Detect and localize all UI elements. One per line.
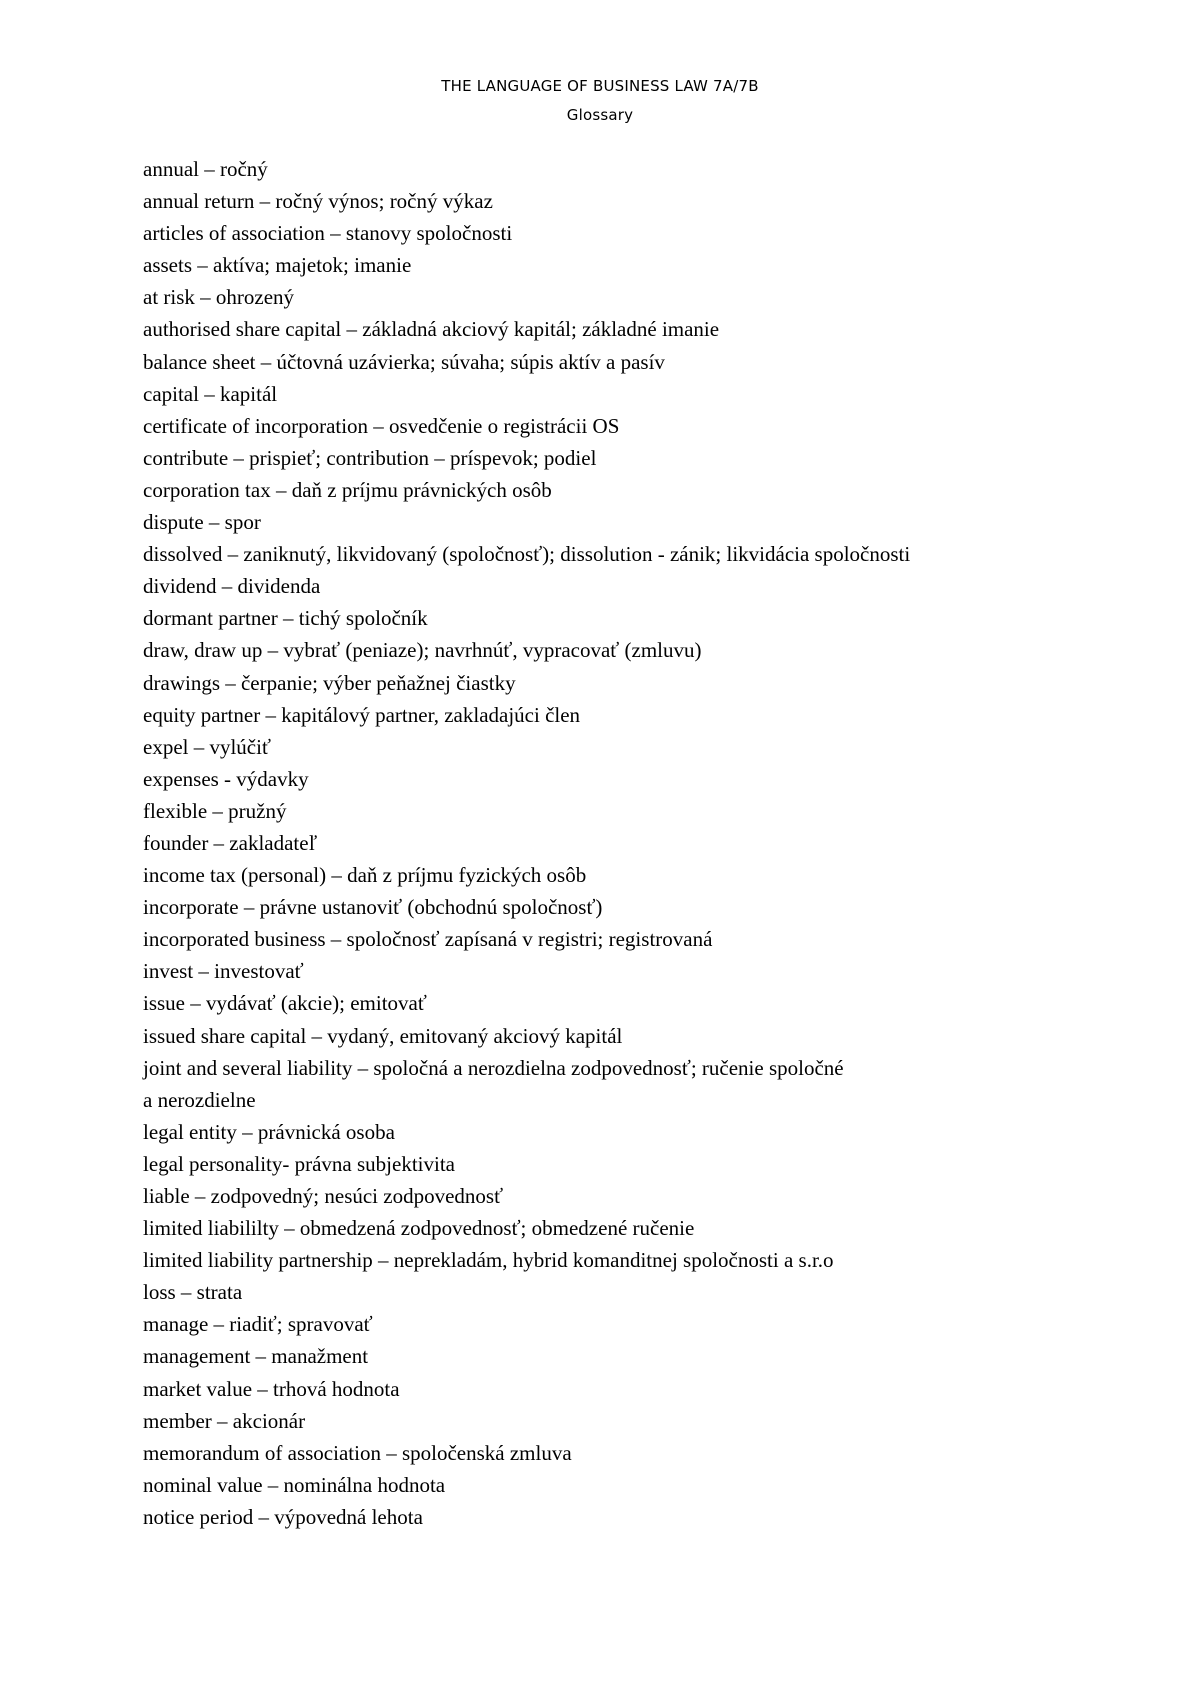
glossary-entry: legal personality- právna subjektivita bbox=[143, 1151, 455, 1176]
glossary-entry: nominal value – nominálna hodnota bbox=[143, 1472, 446, 1497]
document-header bbox=[0, 72, 1200, 130]
glossary-entry: limited liability partnership – neprekladám, hybrid komanditnej spoločnosti a s.r.o bbox=[143, 1248, 834, 1273]
glossary-entry: management – manažment bbox=[143, 1344, 369, 1369]
glossary-entry: drawings – čerpanie; výber peňažnej čiastky bbox=[143, 670, 516, 695]
glossary-entry: corporation tax – daň z príjmu právnických osôb bbox=[143, 477, 552, 502]
glossary-entry-continuation: a nerozdielne bbox=[143, 1087, 256, 1112]
glossary-entry: memorandum of association – spoločenská zmluva bbox=[143, 1440, 572, 1465]
glossary-entry: dormant partner – tichý spoločník bbox=[143, 606, 428, 631]
glossary-entry: joint and several liability – spoločná a nerozdielna zodpovednosť; ručenie spoločné bbox=[143, 1055, 844, 1080]
glossary-entry: annual return – ročný výnos; ročný výkaz bbox=[143, 189, 493, 214]
glossary-list bbox=[143, 153, 1143, 1533]
glossary-entry: authorised share capital – základná akciový kapitál; základné imanie bbox=[143, 317, 720, 342]
glossary-entry: capital – kapitál bbox=[143, 381, 278, 406]
glossary-entry: issue – vydávať (akcie); emitovať bbox=[143, 991, 427, 1016]
glossary-entry: dissolved – zaniknutý, likvidovaný (spoločnosť); dissolution - zánik; likvidácia spoločnosti bbox=[143, 542, 911, 567]
glossary-entry: contribute – prispieť; contribution – príspevok; podiel bbox=[143, 445, 597, 470]
glossary-entry: expel – vylúčiť bbox=[143, 734, 271, 759]
glossary-entry: balance sheet – účtovná uzávierka; súvaha; súpis aktív a pasív bbox=[143, 349, 665, 374]
glossary-entry: equity partner – kapitálový partner, zakladajúci člen bbox=[143, 702, 581, 727]
glossary-entry: issued share capital – vydaný, emitovaný akciový kapitál bbox=[143, 1023, 623, 1048]
glossary-entry: member – akcionár bbox=[143, 1408, 306, 1433]
glossary-entry: flexible – pružný bbox=[143, 798, 287, 823]
glossary-entry: notice period – výpovedná lehota bbox=[143, 1504, 423, 1529]
glossary-entry: market value – trhová hodnota bbox=[143, 1376, 400, 1401]
glossary-entry: income tax (personal) – daň z príjmu fyzických osôb bbox=[143, 863, 587, 888]
glossary-entry: loss – strata bbox=[143, 1280, 243, 1305]
glossary-entry: articles of association – stanovy spoločnosti bbox=[143, 221, 513, 246]
glossary-entry: certificate of incorporation – osvedčenie o registrácii OS bbox=[143, 413, 620, 438]
glossary-entry: founder – zakladateľ bbox=[143, 830, 318, 855]
glossary-entry: draw, draw up – vybrať (peniaze); navrhnúť, vypracovať (zmluvu) bbox=[143, 638, 702, 663]
glossary-entry: annual – ročný bbox=[143, 157, 268, 181]
document-subtitle: Glossary bbox=[566, 106, 634, 124]
glossary-entry: incorporated business – spoločnosť zapísaná v registri; registrovaná bbox=[143, 927, 713, 952]
glossary-entry: at risk – ohrozený bbox=[143, 285, 295, 310]
document-title: THE LANGUAGE OF BUSINESS LAW 7A/7B bbox=[441, 77, 759, 95]
glossary-entry: dividend – dividenda bbox=[143, 574, 321, 599]
glossary-entry: legal entity – právnická osoba bbox=[143, 1119, 395, 1144]
glossary-entry: dispute – spor bbox=[143, 510, 261, 535]
glossary-entry: assets – aktíva; majetok; imanie bbox=[143, 253, 412, 278]
glossary-entry: limited liabililty – obmedzená zodpovednosť; obmedzené ručenie bbox=[143, 1216, 695, 1241]
glossary-entry: incorporate – právne ustanoviť (obchodnú spoločnosť) bbox=[143, 895, 603, 920]
glossary-entry: liable – zodpovedný; nesúci zodpovednosť bbox=[143, 1184, 504, 1208]
glossary-entry: invest – investovať bbox=[143, 959, 304, 984]
glossary-entry: expenses - výdavky bbox=[143, 766, 309, 791]
glossary-entry: manage – riadiť; spravovať bbox=[143, 1312, 373, 1337]
